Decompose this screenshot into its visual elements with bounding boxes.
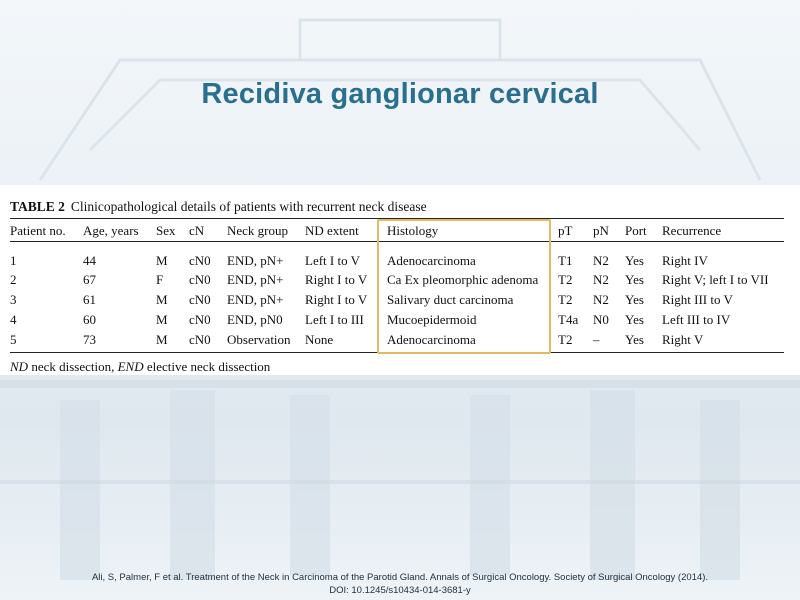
table-cell: T2 (558, 292, 573, 307)
table-cell: cN0 (189, 253, 211, 268)
footnote-def-nd: neck dissection, (28, 359, 118, 374)
table-caption-text: Clinicopathological details of patients with recurrent neck disease (70, 199, 427, 214)
table-cell: cN0 (189, 272, 211, 287)
column-header: Neck group (227, 223, 289, 238)
table-cell: T1 (558, 253, 573, 268)
table-cell: M (156, 312, 168, 327)
table-cell: 3 (10, 292, 17, 307)
citation-doi: DOI: 10.1245/s10434-014-3681-y (329, 585, 471, 596)
table-cell: N2 (593, 253, 609, 268)
table-cell: M (156, 292, 168, 307)
table-cell: Left III to IV (662, 312, 731, 327)
footnote-abbr-nd: ND (10, 359, 29, 374)
table-cell: 61 (83, 292, 96, 307)
table-cell: 2 (10, 272, 17, 287)
table-cell: END, pN+ (227, 272, 284, 287)
table-cell: T2 (558, 332, 573, 347)
table-cell: M (156, 332, 168, 347)
table-cell: Right V; left I to VII (662, 272, 769, 287)
table-caption (10, 199, 427, 215)
table-cell: cN0 (189, 312, 211, 327)
table-cell: N2 (593, 272, 609, 287)
column-header: Port (625, 223, 647, 238)
histology-highlight-box (377, 219, 551, 354)
column-header: pT (558, 223, 573, 238)
table-cell: 44 (83, 253, 96, 268)
table-cell: N2 (593, 292, 609, 307)
table-cell: Yes (625, 312, 644, 327)
table-cell: Yes (625, 332, 644, 347)
citation-line-1: Ali, S, Palmer, F et al. Treatment of the Neck in Carcinoma of the Parotid Gland. Annals of Surgical Oncology. Society of Surgical Oncology (2014). (91, 572, 709, 583)
table-cell: 5 (10, 332, 17, 347)
table-cell: cN0 (189, 292, 211, 307)
table-cell: T4a (558, 312, 579, 327)
table-cell: cN0 (189, 332, 211, 347)
table-cell: Adenocarcinoma (387, 332, 476, 347)
table-cell: 73 (83, 332, 96, 347)
column-header: Sex (156, 223, 176, 238)
table-cell: Left I to III (305, 312, 364, 327)
table-cell: – (593, 332, 600, 347)
column-header: Recurrence (662, 223, 722, 238)
table-cell: END, pN+ (227, 292, 284, 307)
table-cell: 67 (83, 272, 96, 287)
table-cell: Yes (625, 272, 644, 287)
table-cell: Salivary duct carcinoma (387, 292, 514, 307)
table-cell: Right I to V (305, 292, 368, 307)
table-cell: Right III to V (662, 292, 733, 307)
table-cell: Right IV (662, 253, 708, 268)
table-cell: 1 (10, 253, 17, 268)
column-header: Age, years (83, 223, 139, 238)
table-cell: Observation (227, 332, 291, 347)
column-header: cN (189, 223, 205, 238)
table-cell: Yes (625, 292, 644, 307)
column-header: ND extent (305, 223, 359, 238)
table-cell: None (305, 332, 334, 347)
table-cell: Yes (625, 253, 644, 268)
table-cell: T2 (558, 272, 573, 287)
table-cell: Ca Ex pleomorphic adenoma (387, 272, 539, 287)
table-cell: Right V (662, 332, 704, 347)
table-cell: N0 (593, 312, 609, 327)
table-cell: Adenocarcinoma (387, 253, 476, 268)
table-cell: F (156, 272, 164, 287)
table-cell: END, pN0 (227, 312, 283, 327)
column-header: Histology (387, 223, 439, 238)
table-cell: 4 (10, 312, 17, 327)
footnote-abbr-end: END (117, 359, 144, 374)
citation (0, 571, 800, 597)
table-cell: Right I to V (305, 272, 368, 287)
table-cell: Left I to V (305, 253, 360, 268)
column-header: Patient no. (10, 223, 66, 238)
slide-title: Recidiva ganglionar cervical (201, 78, 599, 110)
table-cell: END, pN+ (227, 253, 284, 268)
table-cell: M (156, 253, 168, 268)
footnote-def-end: elective neck dissection (143, 359, 271, 374)
column-header: pN (593, 223, 609, 238)
table-caption-label: TABLE 2 (10, 199, 65, 214)
table-footnote (10, 359, 270, 375)
table-cell: 60 (83, 312, 96, 327)
table-cell: Mucoepidermoid (387, 312, 477, 327)
